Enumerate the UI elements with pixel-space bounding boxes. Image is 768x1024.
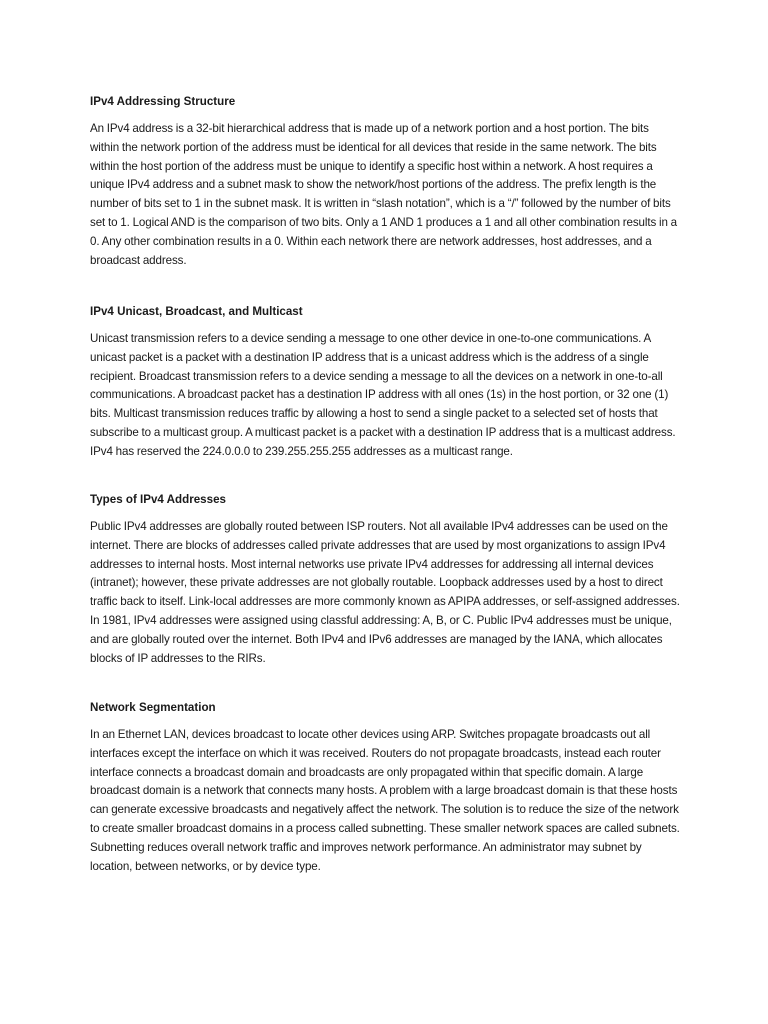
section-paragraph: Public IPv4 addresses are globally routed between ISP routers. Not all available IPv4 addresses can be used on the internet. There are blocks of addresses called private addresses that are used by most organizations to assign IPv4 addresses to internal hosts. Most internal networks use private IPv4 addresses for addressing all internal devices (intranet); however, these private addresses are not globally routable. Loopback addresses used by a host to direct traffic back to itself. Link-local addresses are more commonly known as APIPA addresses, or self-assigned addresses. In 1981, IPv4 addresses were assigned using classful addressing: A, B, or C. Public IPv4 addresses must be unique, and are globally routed over the internet. Both IPv4 and IPv6 addresses are managed by the IANA, which allocates blocks of IP addresses to the RIRs. bbox=[90, 520, 680, 665]
section-paragraph: In an Ethernet LAN, devices broadcast to locate other devices using ARP. Switches propagate broadcasts out all interfaces except the interface on which it was received. Routers do not propagate broadcasts, instead each router interface connects a broadcast domain and broadcasts are only propagated within that specific domain. A large broadcast domain is a network that connects many hosts. A problem with a large broadcast domain is that these hosts can generate excessive broadcasts and negatively affect the network. The solution is to reduce the size of the network to create smaller broadcast domains in a process called subnetting. These smaller network spaces are called subnets. Subnetting reduces overall network traffic and improves network performance. An administrator may subnet by location, between networks, or by device type. bbox=[90, 728, 680, 873]
section-ipv4-addressing-structure bbox=[90, 92, 680, 270]
section-unicast-broadcast-multicast bbox=[90, 302, 680, 462]
section-heading: IPv4 Unicast, Broadcast, and Multicast bbox=[90, 305, 303, 318]
section-paragraph: An IPv4 address is a 32-bit hierarchical address that is made up of a network portion and a host portion. The bits within the network portion of the address must be identical for all devices that reside in the same network. The bits within the host portion of the address must be unique to identify a specific host within a network. A host requires a unique IPv4 address and a subnet mask to show the network/host portions of the address. The prefix length is the number of bits set to 1 in the subnet mask. It is written in “slash notation”, which is a “/” followed by the number of bits set to 1. Logical AND is the comparison of two bits. Only a 1 AND 1 produces a 1 and all other combination results in a 0. Any other combination results in a 0. Within each network there are network addresses, host addresses, and a broadcast address. bbox=[90, 122, 678, 267]
section-types-of-ipv4-addresses bbox=[90, 490, 680, 668]
section-network-segmentation bbox=[90, 698, 680, 876]
section-paragraph: Unicast transmission refers to a device sending a message to one other device in one-to-one communications. A unicast packet is a packet with a destination IP address that is a unicast address which is the address of a single recipient. Broadcast transmission refers to a device sending a message to all the devices on a network in one-to-all communications. A broadcast packet has a destination IP address with all ones (1s) in the host portion, or 32 one (1) bits. Multicast transmission reduces traffic by allowing a host to send a single packet to a selected set of hosts that subscribe to a multicast group. A multicast packet is a packet with a destination IP address that is a multicast address. IPv4 has reserved the 224.0.0.0 to 239.255.255.255 addresses as a multicast range. bbox=[90, 332, 676, 458]
section-heading: Types of IPv4 Addresses bbox=[90, 493, 226, 506]
section-heading: Network Segmentation bbox=[90, 701, 216, 714]
section-heading: IPv4 Addressing Structure bbox=[90, 95, 236, 108]
